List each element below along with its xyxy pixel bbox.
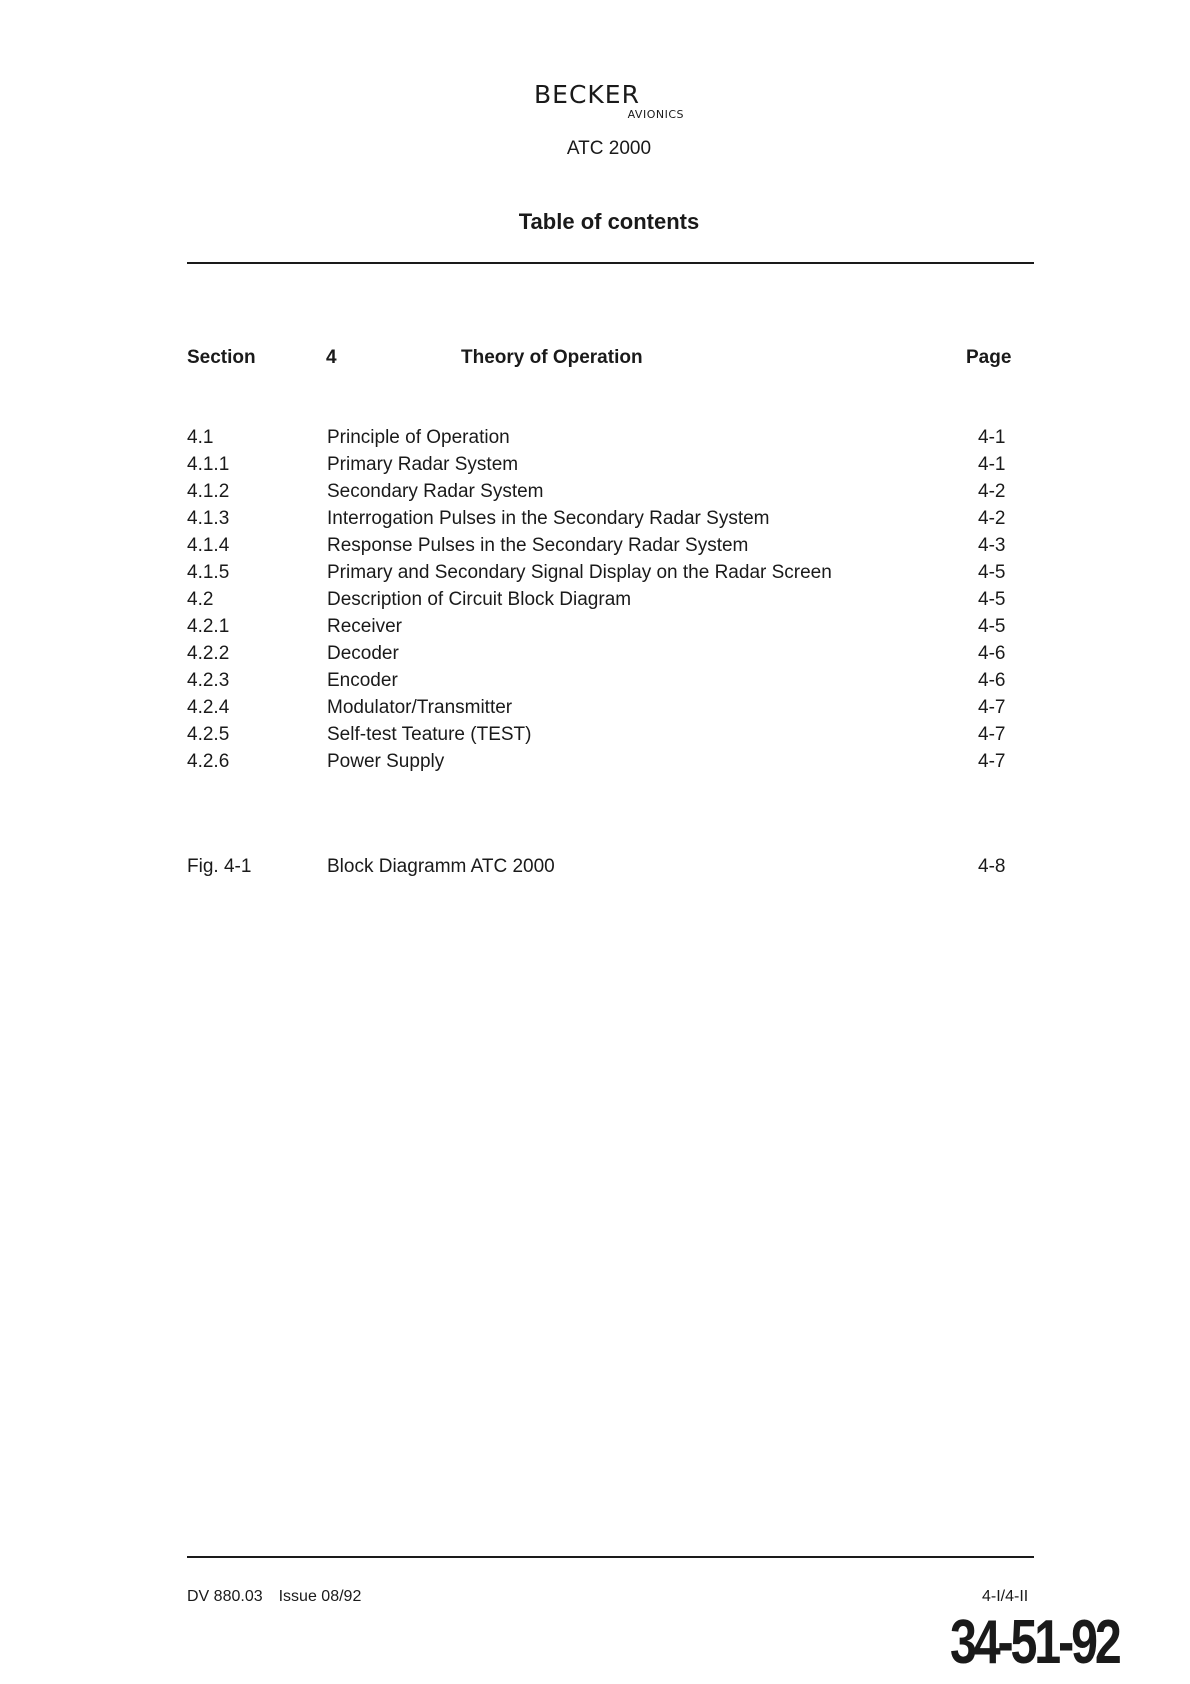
column-header-chapter-number: 4 [326,347,337,368]
product-name: ATC 2000 [566,138,652,159]
toc-entry[interactable] [0,559,1190,586]
page-title: Table of contents [518,209,700,234]
toc-list [0,424,1190,775]
figure-entry-number: Fig. 4-1 [187,856,252,877]
toc-entry[interactable] [0,505,1190,532]
toc-entry-page: 4-3 [978,535,1006,556]
footer-divider [187,1556,1034,1558]
toc-entry-page: 4-6 [978,670,1006,691]
footer-issue: Issue 08/92 [278,1588,362,1605]
toc-entry-title: Power Supply [327,751,445,772]
toc-entry-title: Decoder [327,643,399,664]
logo-wordmark: BECKER [534,80,640,109]
toc-entry-title: Primary and Secondary Signal Display on the Radar Screen [327,562,832,583]
toc-entry[interactable] [0,478,1190,505]
toc-entry-title: Principle of Operation [327,427,510,448]
toc-entry[interactable] [0,613,1190,640]
toc-entry-number: 4.1.1 [187,454,230,475]
toc-entry-page: 4-7 [978,751,1006,772]
toc-entry-page: 4-1 [978,454,1006,475]
toc-entry-title: Modulator/Transmitter [327,697,513,718]
toc-entry-number: 4.2.3 [187,670,230,691]
figure-list [0,853,1190,880]
toc-entry-number: 4.2.2 [187,643,230,664]
toc-entry-number: 4.2.4 [187,697,230,718]
logo-subtitle: AVIONICS [627,108,684,121]
becker-avionics-logo [534,82,684,121]
figure-entry-title: Block Diagramm ATC 2000 [327,856,555,877]
toc-entry-page: 4-5 [978,562,1006,583]
toc-entry[interactable] [0,586,1190,613]
toc-entry[interactable] [0,424,1190,451]
footer-doc-number: DV 880.03 [187,1588,263,1605]
footer-document-info [187,1588,361,1606]
ata-chapter-code: 34-51-92 [950,1608,1119,1677]
toc-entry[interactable] [0,694,1190,721]
toc-entry-number: 4.1.2 [187,481,230,502]
toc-entry-title: Receiver [327,616,402,637]
toc-entry-number: 4.1.4 [187,535,230,556]
toc-entry-title: Response Pulses in the Secondary Radar System [327,535,749,556]
toc-entry-number: 4.2.5 [187,724,230,745]
toc-entry-page: 4-2 [978,508,1006,529]
column-header-chapter-title: Theory of Operation [461,347,643,368]
figure-entry[interactable] [0,853,1190,880]
toc-entry-title: Description of Circuit Block Diagram [327,589,632,610]
figure-entry-page: 4-8 [978,856,1006,877]
toc-entry-title: Self-test Teature (TEST) [327,724,532,745]
toc-entry[interactable] [0,640,1190,667]
toc-entry-title: Secondary Radar System [327,481,544,502]
toc-entry[interactable] [0,667,1190,694]
toc-entry-page: 4-5 [978,589,1006,610]
toc-entry-number: 4.1 [187,427,214,448]
toc-entry-page: 4-7 [978,697,1006,718]
toc-entry-number: 4.1.3 [187,508,230,529]
toc-entry[interactable] [0,532,1190,559]
toc-entry[interactable] [0,451,1190,478]
toc-entry-number: 4.1.5 [187,562,230,583]
toc-entry-number: 4.2.1 [187,616,230,637]
toc-entry-number: 4.2.6 [187,751,230,772]
toc-entry-number: 4.2 [187,589,214,610]
toc-entry-page: 4-5 [978,616,1006,637]
column-header-section: Section [187,347,256,368]
toc-entry[interactable] [0,721,1190,748]
toc-entry-page: 4-7 [978,724,1006,745]
toc-entry[interactable] [0,748,1190,775]
toc-entry-page: 4-1 [978,427,1006,448]
toc-entry-title: Primary Radar System [327,454,519,475]
toc-entry-page: 4-6 [978,643,1006,664]
toc-entry-title: Encoder [327,670,398,691]
footer-page-reference: 4-I/4-II [982,1588,1029,1605]
column-header-page: Page [966,347,1012,368]
toc-entry-page: 4-2 [978,481,1006,502]
header-divider [187,262,1034,264]
toc-entry-title: Interrogation Pulses in the Secondary Radar System [327,508,770,529]
